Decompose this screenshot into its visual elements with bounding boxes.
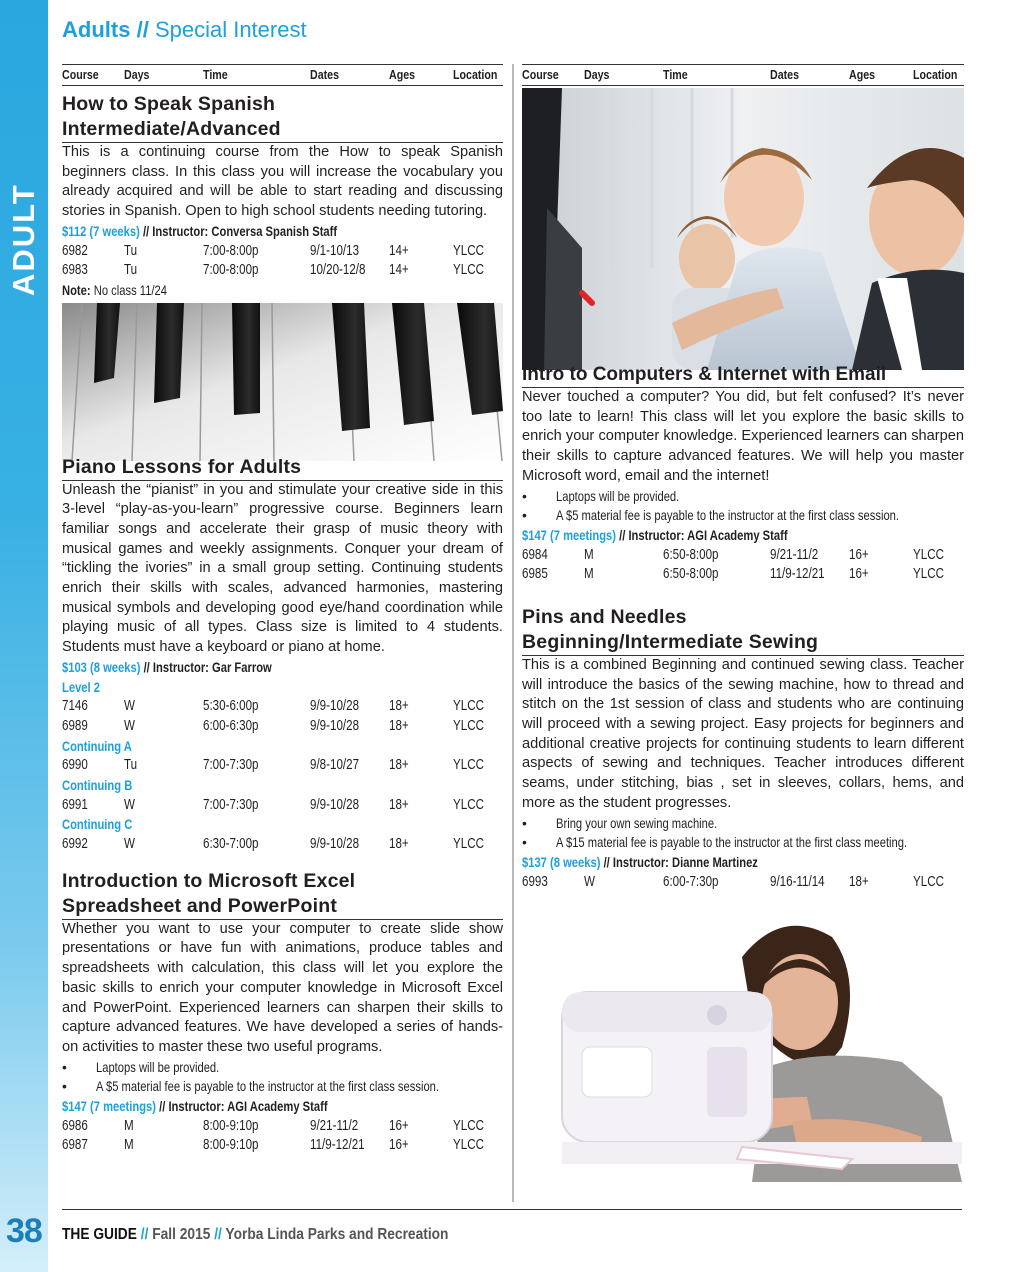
cell-course: 6987 xyxy=(62,1137,88,1154)
section-tab xyxy=(6,183,42,420)
cell-ages: 14+ xyxy=(389,262,409,279)
table-row xyxy=(62,261,503,281)
cell-location: YLCC xyxy=(913,873,944,890)
col-dates: Dates xyxy=(310,67,340,82)
cell-time: 6:00-7:30p xyxy=(663,873,719,890)
course-title: Piano Lessons for Adults xyxy=(62,455,503,481)
course-description: This is a continuing course from the How to speak Spanish beginners class. In this class you will increase the vocabulary you already acquired and will be able to start reading and discussing stories in Spanish. Open to high school students needing tutoring. xyxy=(62,144,503,220)
footer-org: Yorba Linda Parks and Recreation xyxy=(225,1226,449,1243)
footer-guide: THE GUIDE xyxy=(62,1226,137,1243)
cell-dates: 9/9-10/28 xyxy=(310,836,360,853)
cell-days: W xyxy=(124,836,135,853)
course-title-line: Introduction to Microsoft Excel xyxy=(62,869,356,892)
piano-keys-photo xyxy=(62,303,503,461)
cell-dates: 9/9-10/28 xyxy=(310,698,360,715)
price-line xyxy=(522,853,964,873)
bullet-item xyxy=(522,487,964,507)
bullet-item xyxy=(522,506,964,526)
course-title xyxy=(62,92,503,143)
cell-location: YLCC xyxy=(453,1117,484,1134)
footer-season: Fall 2015 xyxy=(152,1226,211,1243)
level-label xyxy=(62,678,503,698)
bullet-icon: • xyxy=(522,487,527,504)
page-title-separator: // xyxy=(136,17,149,42)
course-sewing xyxy=(522,605,964,892)
price: $112 (7 weeks) xyxy=(62,222,140,239)
note-label: Note: xyxy=(62,281,91,298)
page-title xyxy=(62,17,307,43)
table-row xyxy=(62,717,503,737)
bullet-item xyxy=(522,814,964,834)
course-description: Whether you want to use your computer to create slide show presentations or have fun with animations, produce tables and spreadsheets with calculation, this class will let you explore the basic skills to enrich your computer knowledge in Microsoft Excel and PowerPoint. Experienced learners can sharpen their skills to capture advanced features. We have developed a series of hands-on activities to master these two useful programs. xyxy=(62,920,503,1055)
section-label: ADULT xyxy=(6,183,41,296)
cell-course: 6992 xyxy=(62,836,88,853)
course-title xyxy=(62,869,503,920)
level-text: Continuing C xyxy=(62,816,133,833)
sewing-woman-image xyxy=(522,897,964,1182)
table-row xyxy=(62,242,503,262)
bullet-icon: • xyxy=(522,507,527,524)
cell-ages: 18+ xyxy=(389,836,409,853)
cell-dates: 9/21-11/2 xyxy=(310,1117,359,1134)
col-time: Time xyxy=(663,67,688,82)
table-row xyxy=(62,1136,503,1156)
price: $103 (8 weeks) xyxy=(62,658,141,675)
course-description: Unleash the “pianist” in you and stimulate your creative side in this 3-level “play-as-you-learn” progressive course. Beginners learn familiar songs and accelerate their grasp of music theory with musical games and weekly assignments. Conquer your dream of “tickling the ivories” in a small group setting. Continuing students enrich their skills with scales, advanced harmonies, mastering musical symbols and developing good eye/hand coordination while playing music of all types. Class size is limited to 4 students. Students must have a keyboard or piano at home. xyxy=(62,481,503,656)
cell-location: YLCC xyxy=(913,566,944,583)
right-column xyxy=(522,64,964,1182)
col-days: Days xyxy=(124,67,150,82)
col-location: Location xyxy=(453,67,498,82)
cell-time: 5:30-6:00p xyxy=(203,698,259,715)
bullet-icon: • xyxy=(62,1078,67,1095)
cell-ages: 18+ xyxy=(389,757,409,774)
level-label xyxy=(62,815,503,835)
cell-dates: 9/9-10/28 xyxy=(310,796,360,813)
cell-ages: 16+ xyxy=(389,1117,409,1134)
price-line xyxy=(62,658,503,678)
table-row xyxy=(522,873,964,893)
column-divider xyxy=(512,64,514,1202)
cell-course: 6983 xyxy=(62,262,88,279)
cell-time: 7:00-8:00p xyxy=(203,262,259,279)
cell-days: M xyxy=(584,546,594,563)
cell-time: 8:00-9:10p xyxy=(203,1117,259,1134)
cell-course: 7146 xyxy=(62,698,88,715)
course-excel xyxy=(62,869,503,1156)
cell-course: 6985 xyxy=(522,566,548,583)
cell-time: 6:30-7:00p xyxy=(203,836,259,853)
page-number: 38 xyxy=(6,1212,42,1250)
cell-days: M xyxy=(584,566,594,583)
table-row xyxy=(62,796,503,816)
cell-course: 6982 xyxy=(62,242,88,259)
bullet-item xyxy=(522,833,964,853)
course-title-line: Spreadsheet and PowerPoint xyxy=(62,894,338,917)
cell-days: Tu xyxy=(124,757,138,774)
cell-location: YLCC xyxy=(453,796,484,813)
course-title xyxy=(522,605,964,656)
table-row xyxy=(522,565,964,585)
cell-course: 6990 xyxy=(62,757,88,774)
bullet-icon: • xyxy=(522,834,527,851)
cell-location: YLCC xyxy=(453,757,484,774)
table-row xyxy=(62,697,503,717)
cell-dates: 9/21-11/2 xyxy=(770,546,819,563)
note-text: No class 11/24 xyxy=(93,281,167,298)
course-computers xyxy=(522,362,964,585)
instructor: // Instructor: AGI Academy Staff xyxy=(619,526,788,543)
cell-course: 6989 xyxy=(62,717,88,734)
table-row xyxy=(62,835,503,855)
col-course: Course xyxy=(522,67,559,82)
cell-location: YLCC xyxy=(913,546,944,563)
column-header xyxy=(522,64,964,86)
cell-dates: 9/16-11/14 xyxy=(770,873,825,890)
level-label xyxy=(62,776,503,796)
instructor: // Instructor: AGI Academy Staff xyxy=(159,1098,328,1115)
cell-dates: 9/8-10/27 xyxy=(310,757,360,774)
cell-days: W xyxy=(124,698,135,715)
footer xyxy=(62,1226,511,1244)
course-spanish xyxy=(62,92,503,301)
cell-ages: 16+ xyxy=(849,566,869,583)
sewing-woman-photo xyxy=(522,897,964,1182)
cell-days: W xyxy=(124,796,135,813)
footer-sep: // xyxy=(140,1226,149,1243)
bullet-text: Laptops will be provided. xyxy=(556,487,680,504)
bullet-text: A $5 material fee is payable to the instructor at the first class session. xyxy=(96,1078,440,1095)
cell-location: YLCC xyxy=(453,262,484,279)
cell-days: M xyxy=(124,1117,134,1134)
cell-location: YLCC xyxy=(453,242,484,259)
cell-location: YLCC xyxy=(453,717,484,734)
col-ages: Ages xyxy=(389,67,416,82)
bullet-text: Laptops will be provided. xyxy=(96,1058,220,1075)
cell-time: 7:00-8:00p xyxy=(203,242,259,259)
cell-ages: 14+ xyxy=(389,242,409,259)
instructor: // Instructor: Conversa Spanish Staff xyxy=(142,222,338,239)
cell-days: W xyxy=(124,717,135,734)
cell-course: 6986 xyxy=(62,1117,88,1134)
cell-ages: 18+ xyxy=(849,873,869,890)
table-row xyxy=(62,756,503,776)
bullet-item xyxy=(62,1077,503,1097)
course-piano xyxy=(62,455,503,855)
cell-location: YLCC xyxy=(453,698,484,715)
cell-time: 7:00-7:30p xyxy=(203,757,259,774)
bullet-text: Bring your own sewing machine. xyxy=(556,814,718,831)
page-title-sub: Special Interest xyxy=(154,17,307,42)
course-title: Intro to Computers & Internet with Email xyxy=(522,362,964,388)
cell-time: 6:50-8:00p xyxy=(663,566,719,583)
col-course: Course xyxy=(62,67,99,82)
bullet-item xyxy=(62,1058,503,1078)
instructor: // Instructor: Dianne Martinez xyxy=(603,853,758,870)
level-label xyxy=(62,737,503,757)
left-column xyxy=(62,64,503,1156)
footer-sep: // xyxy=(214,1226,222,1243)
cell-time: 6:00-6:30p xyxy=(203,717,259,734)
cell-ages: 16+ xyxy=(389,1137,409,1154)
side-bar xyxy=(0,0,48,1272)
cell-days: Tu xyxy=(124,242,138,259)
students-computer-image xyxy=(522,88,964,370)
cell-time: 7:00-7:30p xyxy=(203,796,259,813)
cell-course: 6991 xyxy=(62,796,88,813)
cell-time: 6:50-8:00p xyxy=(663,546,719,563)
cell-dates: 9/9-10/28 xyxy=(310,717,360,734)
footer-rule xyxy=(62,1209,962,1210)
course-note xyxy=(62,281,503,301)
price-line xyxy=(62,222,503,242)
table-row xyxy=(522,546,964,566)
cell-dates: 9/1-10/13 xyxy=(310,242,360,259)
level-text: Level 2 xyxy=(62,678,100,695)
price-line xyxy=(62,1097,503,1117)
price-line xyxy=(522,526,964,546)
col-dates: Dates xyxy=(770,67,800,82)
students-computer-photo xyxy=(522,88,964,370)
col-days: Days xyxy=(584,67,610,82)
course-title-line: Intermediate/Advanced xyxy=(62,118,281,140)
cell-days: W xyxy=(584,873,595,890)
level-text: Continuing B xyxy=(62,777,133,794)
cell-dates: 11/9-12/21 xyxy=(770,566,825,583)
price: $137 (8 weeks) xyxy=(522,853,601,870)
cell-course: 6984 xyxy=(522,546,548,563)
cell-ages: 18+ xyxy=(389,698,409,715)
price: $147 (7 meetings) xyxy=(62,1098,156,1115)
cell-ages: 18+ xyxy=(389,717,409,734)
cell-location: YLCC xyxy=(453,836,484,853)
cell-ages: 16+ xyxy=(849,546,869,563)
column-header xyxy=(62,64,503,86)
course-title-line: How to Speak Spanish xyxy=(62,93,276,115)
table-row xyxy=(62,1117,503,1137)
cell-time: 8:00-9:10p xyxy=(203,1137,259,1154)
course-description: Never touched a computer? You did, but felt confused? It’s never too late to learn! This class will let you explore the basic skills to enrich your computer knowledge. Experienced learners can sharpen their skills to capture advanced features. We will help you master Microsoft word, email and the internet! xyxy=(522,389,964,484)
price: $147 (7 meetings) xyxy=(522,526,616,543)
course-description: This is a combined Beginning and continued sewing class. Teacher will introduce the basics of the sewing machine, how to thread and stitch on the 1st session of class and students who are continuing will proceed with a sewing project. Easy projects for beginners and additional creative projects for continuing students to learn different aspects of sewing and techniques. Teacher introduces different seams, under stitching, bias , set in sleeves, collars, hems, and more as the student progresses. xyxy=(522,656,964,811)
level-text: Continuing A xyxy=(62,737,132,754)
piano-keys-image xyxy=(62,303,503,461)
cell-dates: 11/9-12/21 xyxy=(310,1137,365,1154)
bullet-icon: • xyxy=(522,814,527,831)
col-time: Time xyxy=(203,67,228,82)
cell-ages: 18+ xyxy=(389,796,409,813)
cell-course: 6993 xyxy=(522,873,548,890)
page-title-main: Adults xyxy=(62,17,131,42)
bullet-icon: • xyxy=(62,1058,67,1075)
col-location: Location xyxy=(913,67,958,82)
col-ages: Ages xyxy=(849,67,876,82)
cell-days: Tu xyxy=(124,262,138,279)
cell-location: YLCC xyxy=(453,1137,484,1154)
course-title-line: Pins and Needles xyxy=(522,605,687,628)
cell-dates: 10/20-12/8 xyxy=(310,262,366,279)
bullet-text: A $15 material fee is payable to the instructor at the first class meeting. xyxy=(556,834,908,851)
bullet-text: A $5 material fee is payable to the instructor at the first class session. xyxy=(556,507,900,524)
course-title-line: Beginning/Intermediate Sewing xyxy=(522,630,819,653)
instructor: // Instructor: Gar Farrow xyxy=(143,658,272,675)
cell-days: M xyxy=(124,1137,134,1154)
